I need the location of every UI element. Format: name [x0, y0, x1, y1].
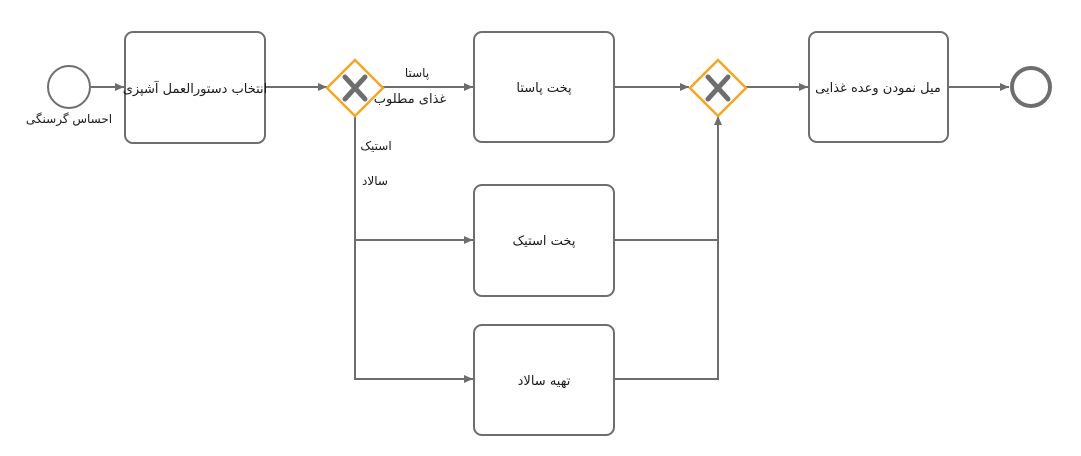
- end-event[interactable]: [1012, 68, 1050, 106]
- flow-steak-to-join[interactable]: [614, 116, 718, 240]
- start-event-label: احساس گرسنگی: [25, 112, 113, 126]
- task-choose-recipe-label: انتخاب دستورالعمل آشپزی: [122, 82, 268, 97]
- flow-salad-to-join[interactable]: [614, 240, 718, 379]
- task-choose-recipe[interactable]: [123, 32, 268, 143]
- task-eat-meal[interactable]: [809, 32, 948, 142]
- flow-label-salad: سالاد: [362, 174, 388, 188]
- flow-label-steak: استیک: [360, 139, 392, 153]
- end-event-circle-icon: [1012, 68, 1050, 106]
- flow-label-pasta: پاستا: [404, 66, 430, 80]
- task-cook-steak-label: پخت استیک: [512, 234, 576, 249]
- task-cook-pasta-label: پخت پاستا: [516, 81, 572, 96]
- task-eat-meal-label: میل نمودن وعده غذایی: [815, 81, 941, 96]
- flow-split-to-salad[interactable]: [355, 240, 473, 379]
- task-cook-steak[interactable]: [474, 185, 614, 296]
- task-make-salad[interactable]: [474, 325, 614, 435]
- task-make-salad-label: تهیه سالاد: [517, 374, 571, 389]
- join-gateway[interactable]: [690, 60, 746, 116]
- task-cook-pasta[interactable]: [474, 32, 614, 142]
- split-gateway-label: غذای مطلوب: [373, 92, 447, 107]
- start-event-circle-icon: [48, 66, 90, 108]
- start-event[interactable]: [26, 66, 112, 127]
